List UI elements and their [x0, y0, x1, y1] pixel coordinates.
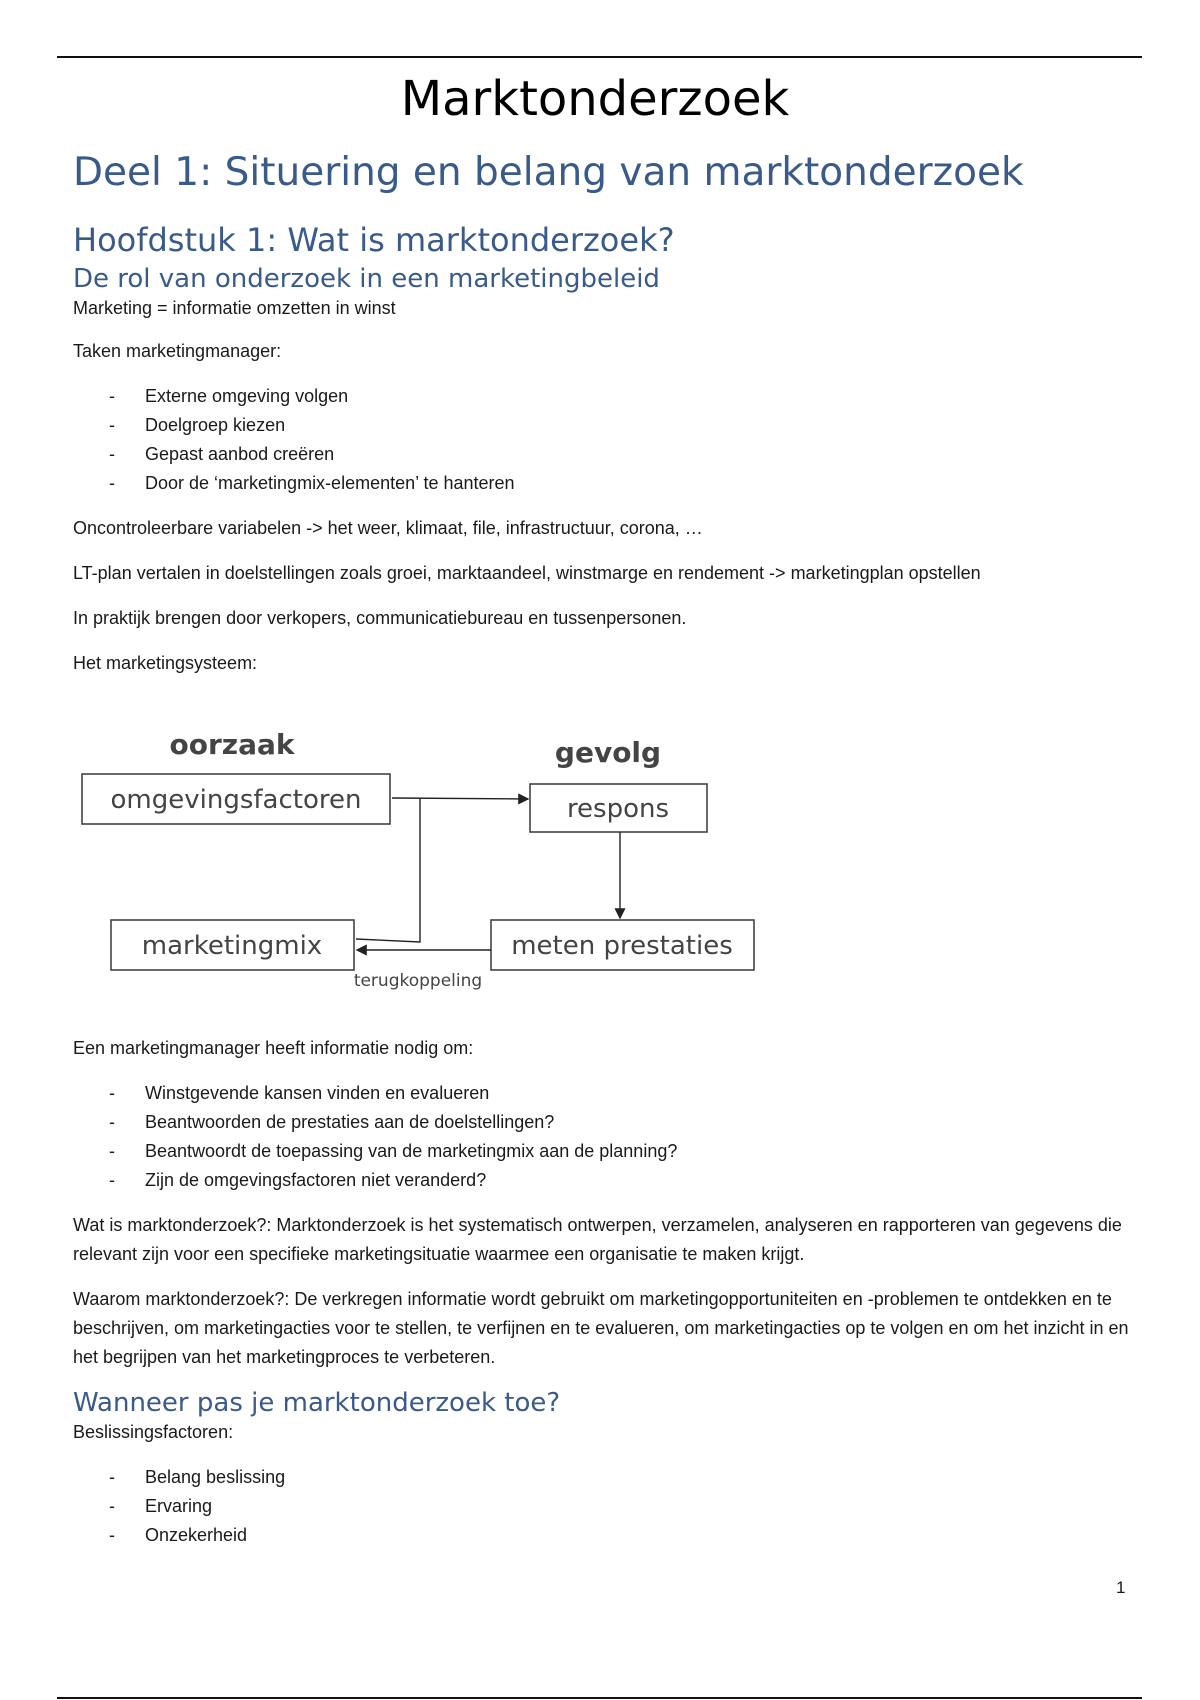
label-gevolg: gevolg	[554, 736, 662, 769]
diagram-svg	[0, 694, 900, 1024]
paragraph-info-nodig: Een marketingmanager heeft informatie nodig om:	[73, 1038, 474, 1058]
list-item: - Externe omgeving volgen	[73, 382, 1133, 411]
list-item: - Doelgroep kiezen	[73, 411, 1133, 440]
bottom-rule	[57, 1697, 1142, 1699]
list-item: - Gepast aanbod creëren	[73, 440, 1133, 469]
list-item: - Winstgevende kansen vinden en evalueren	[73, 1079, 1133, 1108]
label-oorzaak: oorzaak	[169, 728, 295, 761]
paragraph-ltplan: LT-plan vertalen in doelstellingen zoals groei, marktaandeel, winstmarge en rendement -> marketingplan opstellen	[73, 563, 981, 583]
paragraph-oncontroleerbaar: Oncontroleerbare variabelen -> het weer, klimaat, file, infrastructuur, corona, …	[73, 518, 703, 538]
list-item: - Beantwoordt de toepassing van de marketingmix aan de planning?	[73, 1137, 1133, 1166]
list-item: - Door de ‘marketingmix-elementen’ te hanteren	[73, 469, 1133, 498]
paragraph-taken: Taken marketingmanager:	[73, 341, 282, 361]
arrow-omgeving-to-respons	[392, 798, 528, 799]
box-respons-label: respons	[566, 794, 670, 824]
paragraph-beslissing: Beslissingsfactoren:	[73, 1422, 234, 1442]
paragraph-waarom: Waarom marktonderzoek?: De verkregen informatie wordt gebruikt om marketingopportuniteiten en -problemen te ontdekken en te beschrijven, om marketingacties voor te stellen, te verfijnen en te evalueren, om marketingacties op te volgen en om het inzicht in en het begrijpen van het marketingproces te verbeteren.	[73, 1289, 1129, 1367]
list-item: - Onzekerheid	[73, 1521, 1133, 1550]
list-item: - Belang beslissing	[73, 1463, 1133, 1492]
paragraph-praktijk: In praktijk brengen door verkopers, communicatiebureau en tussenpersonen.	[73, 608, 687, 628]
box-marketingmix-label: marketingmix	[141, 931, 323, 961]
chapter-heading: Hoofdstuk 1: Wat is marktonderzoek?	[73, 221, 675, 259]
list-beslissing	[73, 1463, 1133, 1550]
paragraph-systeem: Het marketingsysteem:	[73, 653, 258, 673]
box-omgevingsfactoren-label: omgevingsfactoren	[110, 785, 362, 815]
section-heading-wanneer: Wanneer pas je marktonderzoek toe?	[73, 1388, 561, 1418]
label-terugkoppeling: terugkoppeling	[353, 971, 483, 991]
page-number: 1	[1116, 1578, 1126, 1597]
list-item: - Zijn de omgevingsfactoren niet veranderd?	[73, 1166, 1133, 1195]
box-meten-prestaties-label: meten prestaties	[511, 931, 733, 961]
list-taken	[73, 382, 1133, 498]
list-item: - Ervaring	[73, 1492, 1133, 1521]
paragraph-marketing: Marketing = informatie omzetten in winst	[73, 298, 396, 318]
marketing-system-diagram	[0, 694, 1060, 1024]
section-heading-rol: De rol van onderzoek in een marketingbeleid	[73, 264, 660, 294]
part-heading: Deel 1: Situering en belang van marktonderzoek	[73, 150, 1024, 195]
page-content	[73, 68, 1133, 1566]
paragraph-wat-is: Wat is marktonderzoek?: Marktonderzoek is het systematisch ontwerpen, verzamelen, analyseren en rapporteren van gegevens die relevant zijn voor een specifieke marketingsituatie waarmee een organisatie te maken krijgt.	[73, 1215, 1122, 1264]
top-rule	[57, 56, 1142, 58]
document-title: Marktonderzoek	[400, 71, 790, 127]
list-info	[73, 1079, 1133, 1195]
list-item: - Beantwoorden de prestaties aan de doelstellingen?	[73, 1108, 1133, 1137]
